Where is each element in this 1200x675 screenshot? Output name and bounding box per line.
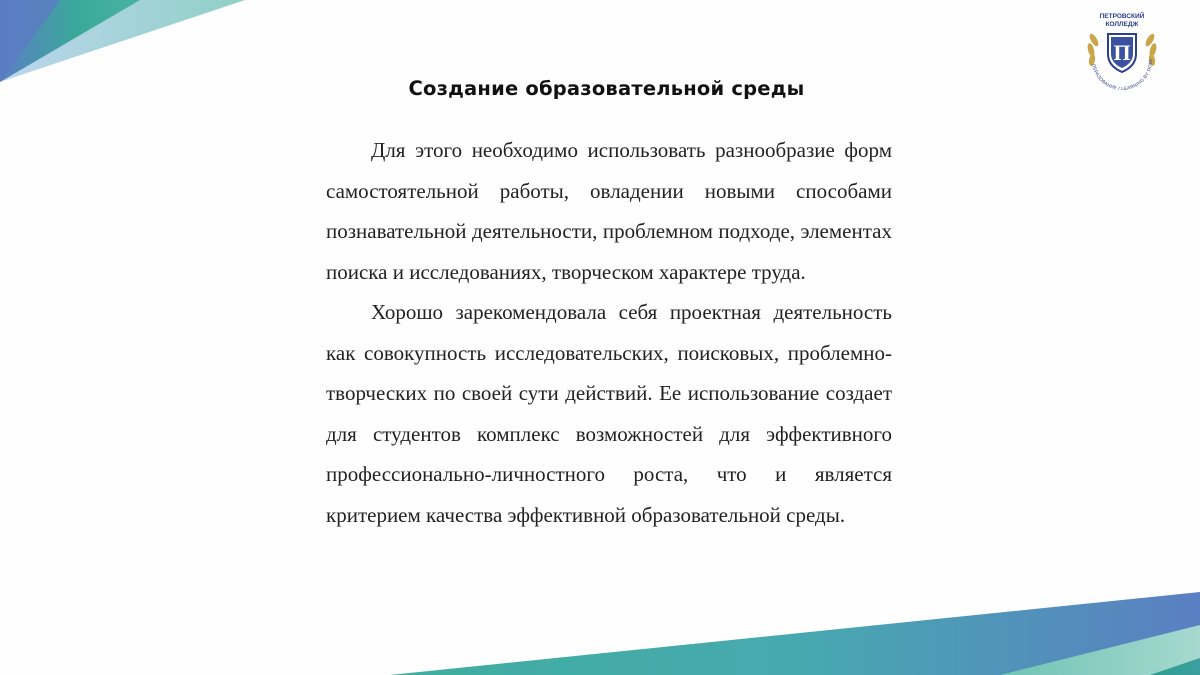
body-text [326, 130, 892, 535]
logo-name-line2: КОЛЛЕДЖ [1105, 21, 1139, 28]
logo-motto: ОБРАЗОВАНИЕ / LEARNING BY DOIN [1091, 59, 1154, 92]
paragraph: Для этого необходимо использовать разнообразие форм самостоятельной работы, овладении новыми способами познавательной деятельности, проблемном подходе, элементах поиска и исследованиях, творческом характере труда. [326, 138, 892, 284]
logo-monogram: П [1113, 40, 1131, 65]
logo-name-line1: ПЕТРОВСКИЙ [1099, 13, 1145, 20]
slide-title: Создание образовательной среды [408, 77, 805, 100]
paragraph: Хорошо зарекомендовала себя проектная деятельность как совокупность исследовательских, поисковых, проблемно-творческих по своей сути действий. Ее использование создает для студентов комплекс возможностей для эффективного профессионально-личностного роста, что и является критерием качества эффективной образовательной среды. [326, 300, 892, 527]
college-logo-emblem [1080, 10, 1164, 94]
